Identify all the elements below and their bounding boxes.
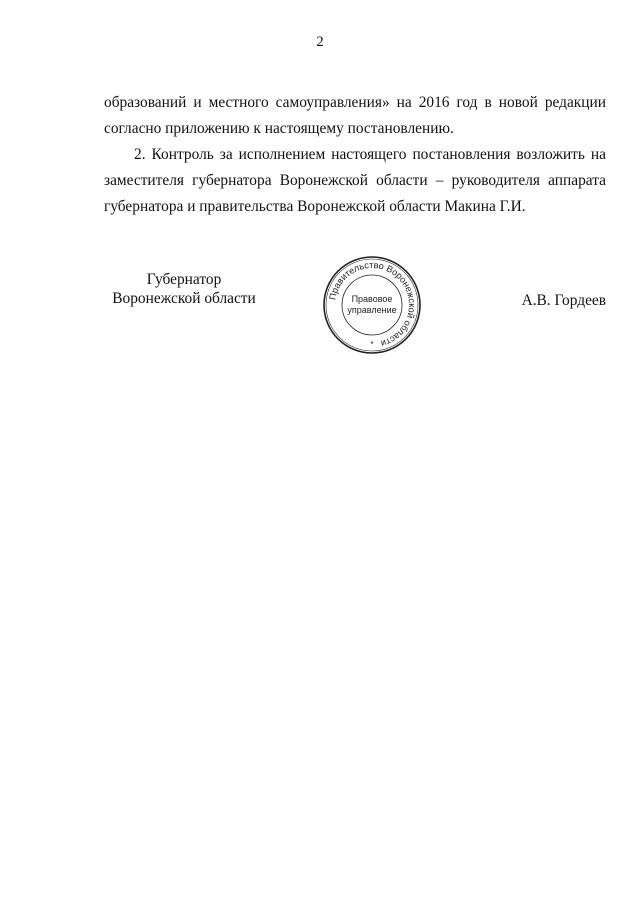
paragraph-2-line-1: 2. Контроль за исполнением настоящего постановления возложить на [134,146,606,163]
paragraph-1-line-2: согласно приложению к настоящему постановлению. [104,120,454,137]
signatory-name: А.В. Гордеев [521,292,606,309]
paragraph-1-line-1: образований и местного самоуправления» на 2016 год в новой редакции [104,94,606,111]
seal-center-line-1: Правовое [351,294,393,304]
seal-ring-text: Правительство Воронежской области [327,259,418,349]
page-number: 2 [316,34,324,50]
seal-center-line-2: управление [347,305,397,315]
paragraph-2-line-2: заместителя губернатора Воронежской области – руководителя аппарата [104,172,606,189]
official-seal [322,255,422,355]
signatory-title-line-1: Губернатор [146,271,222,288]
seal-star: * [370,340,374,349]
signatory-title [104,270,264,308]
signatory-title-line-2: Воронежской области [112,290,256,307]
paragraph-2-line-3: губернатора и правительства Воронежской области Макина Г.И. [104,198,526,215]
